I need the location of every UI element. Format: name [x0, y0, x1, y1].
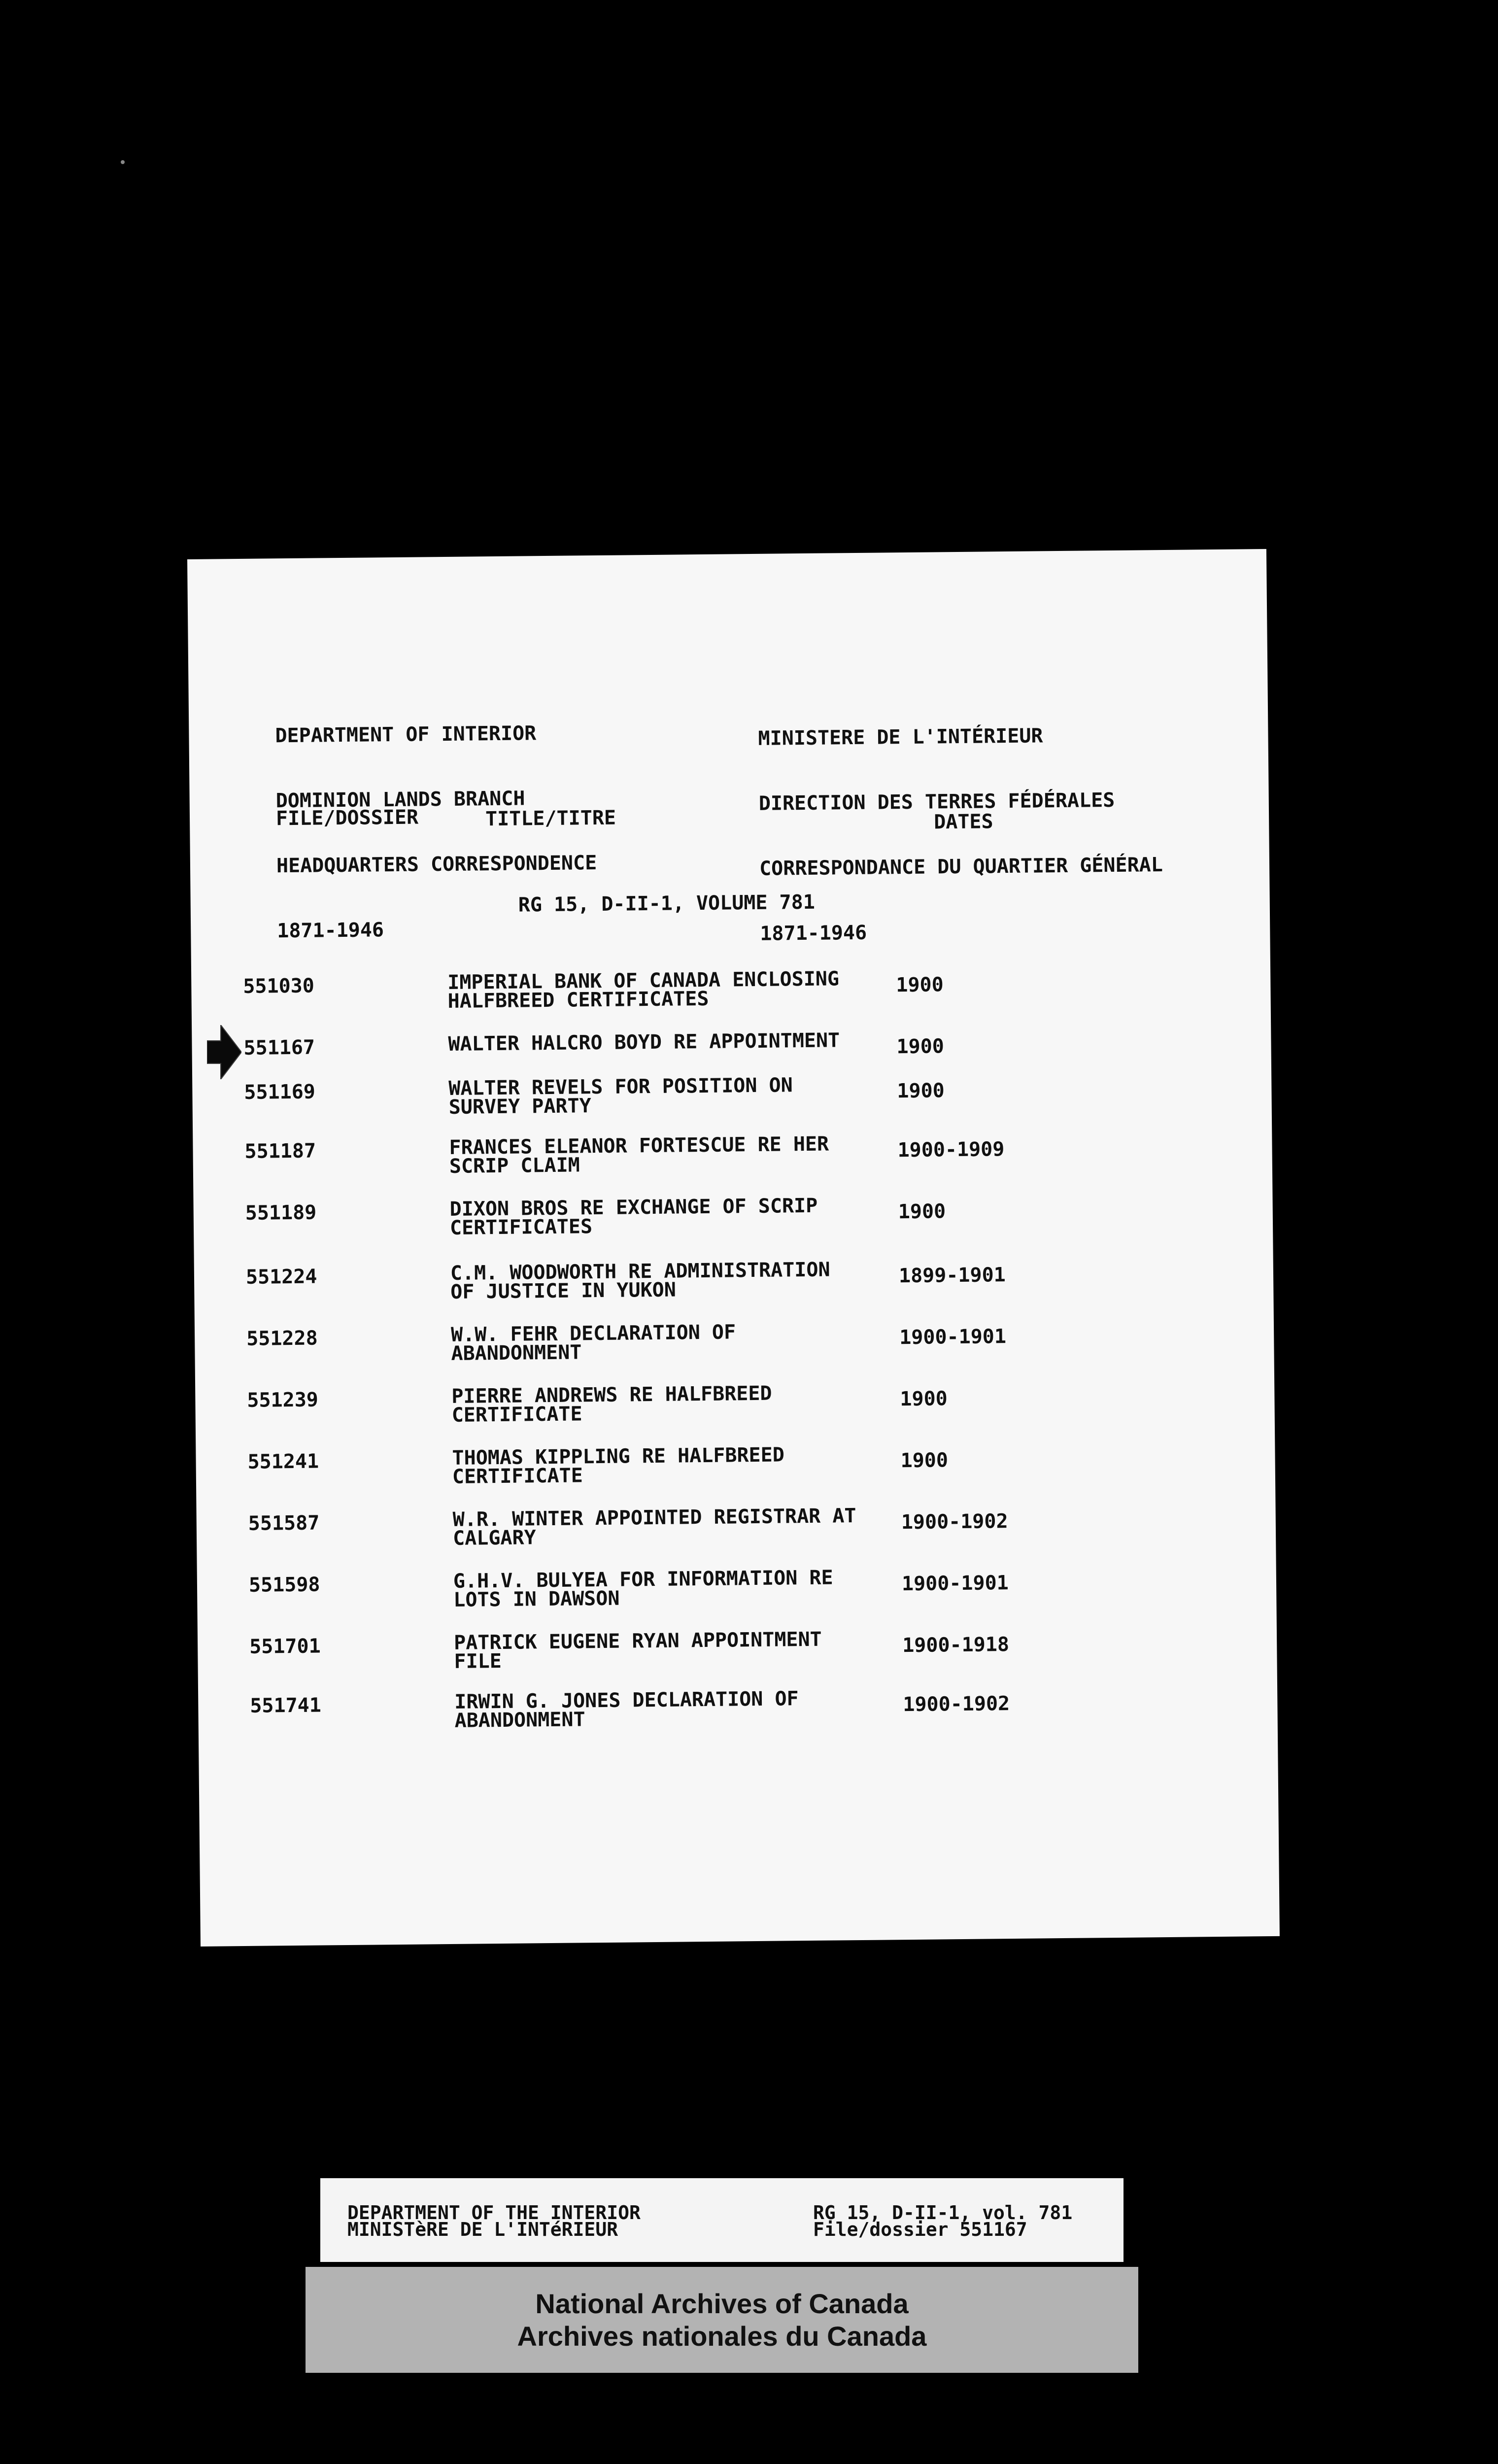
record-dates: 1900-1901 — [899, 1325, 1007, 1349]
label-dept-en: DEPARTMENT OF THE INTERIOR — [347, 2202, 641, 2224]
table-row — [195, 1379, 1275, 1444]
file-number: 551598 — [248, 1573, 320, 1597]
file-number: 551169 — [244, 1080, 316, 1104]
record-title: G.H.V. BULYEA FOR INFORMATION RE LOTS IN DAWSON — [453, 1566, 833, 1611]
record-dates: 1900-1909 — [897, 1138, 1005, 1162]
column-header-dates: DATES — [933, 810, 993, 834]
file-number: 551239 — [247, 1388, 319, 1412]
file-number: 551241 — [247, 1450, 319, 1473]
table-row — [198, 1626, 1277, 1690]
record-title: IRWIN G. JONES DECLARATION OF ABANDONMENT — [454, 1687, 799, 1732]
file-number: 551167 — [243, 1036, 315, 1060]
header-en-line: DOMINION LANDS BRANCH — [275, 787, 525, 813]
table-row — [192, 1071, 1272, 1136]
table-row — [191, 965, 1271, 1030]
record-title: W.W. FEHR DECLARATION OF ABANDONMENT — [450, 1321, 736, 1365]
pointer-arrow-icon — [207, 1025, 241, 1079]
table-row — [197, 1503, 1276, 1567]
record-title: WALTER REVELS FOR POSITION ON SURVEY PARTY — [448, 1074, 793, 1119]
header-fr-line: CORRESPONDANCE DU QUARTIER GÉNÉRAL — [759, 854, 1163, 880]
header-fr-line: 1871-1946 — [760, 921, 867, 945]
file-number: 551224 — [245, 1265, 317, 1289]
table-row — [194, 1192, 1273, 1257]
film-speck — [121, 160, 125, 164]
header-fr-line: MINISTERE DE L'INTÉRIEUR — [758, 724, 1043, 750]
archives-name-en: National Archives of Canada — [535, 2288, 909, 2319]
column-header-title: TITLE/TITRE — [485, 806, 616, 831]
table-row — [194, 1256, 1274, 1321]
record-title: C.M. WOODWORTH RE ADMINISTRATION OF JUSTICE IN YUKON — [450, 1258, 830, 1303]
record-title: FRANCES ELEANOR FORTESCUE RE HER SCRIP CLAIM — [449, 1132, 829, 1178]
record-dates: 1900-1918 — [902, 1633, 1010, 1657]
record-dates: 1900 — [897, 1079, 945, 1103]
archives-label — [306, 2267, 1138, 2373]
record-dates: 1900 — [900, 1449, 949, 1472]
record-dates: 1900 — [898, 1200, 946, 1224]
file-number: 551587 — [248, 1511, 320, 1535]
label-dept-fr: MINISTèRE DE L'INTéRIEUR — [347, 2219, 618, 2240]
header-french — [757, 681, 1164, 988]
file-number: 551701 — [249, 1635, 321, 1658]
label-reference: RG 15, D-II-1, vol. 781 — [813, 2202, 1073, 2224]
document-page — [187, 549, 1280, 1947]
table-row — [196, 1441, 1275, 1506]
header-fr-line: DIRECTION DES TERRES FÉDÉRALES — [758, 788, 1115, 815]
header-en-line: DEPARTMENT OF INTERIOR — [275, 722, 537, 748]
file-number: 551187 — [244, 1139, 316, 1163]
record-dates: 1900 — [900, 1387, 948, 1411]
label-file-number: File/dossier 551167 — [813, 2219, 1027, 2240]
header-en-line: 1871-1946 — [277, 919, 384, 943]
record-dates: 1900-1901 — [901, 1572, 1009, 1596]
record-dates: 1900 — [896, 1035, 945, 1059]
column-header-file: FILE/DOSSIER — [275, 806, 419, 830]
table-row — [197, 1564, 1277, 1629]
record-dates: 1900-1902 — [901, 1510, 1008, 1534]
record-title: DIXON BROS RE EXCHANGE OF SCRIP CERTIFICATES — [449, 1194, 818, 1239]
record-title: W.R. WINTER APPOINTED REGISTRAR AT CALGARY — [452, 1505, 856, 1550]
file-number: 551741 — [250, 1694, 322, 1717]
record-dates: 1899-1901 — [898, 1264, 1006, 1288]
file-number: 551189 — [245, 1201, 317, 1225]
record-title: WALTER HALCRO BOYD RE APPOINTMENT — [448, 1029, 840, 1056]
file-number: 551228 — [246, 1327, 318, 1350]
record-title: PIERRE ANDREWS RE HALFBREED CERTIFICATE — [451, 1382, 772, 1427]
file-reference-label — [320, 2178, 1124, 2262]
file-number: 551030 — [243, 974, 315, 998]
table-row — [195, 1318, 1274, 1382]
record-title: PATRICK EUGENE RYAN APPOINTMENT FILE — [453, 1628, 822, 1673]
record-title: IMPERIAL BANK OF CANADA ENCLOSING HALFBREED CERTIFICATES — [447, 967, 840, 1013]
volume-reference: RG 15, D-II-1, VOLUME 781 — [518, 890, 816, 917]
table-row — [198, 1685, 1278, 1749]
archives-name-fr: Archives nationales du Canada — [517, 2321, 927, 2352]
record-dates: 1900 — [896, 973, 944, 997]
record-dates: 1900-1902 — [903, 1692, 1010, 1716]
record-title: THOMAS KIPPLING RE HALFBREED CERTIFICATE — [452, 1443, 785, 1488]
header-english — [274, 679, 598, 985]
header-en-line: HEADQUARTERS CORRESPONDENCE — [276, 852, 597, 878]
table-row — [193, 1130, 1272, 1195]
